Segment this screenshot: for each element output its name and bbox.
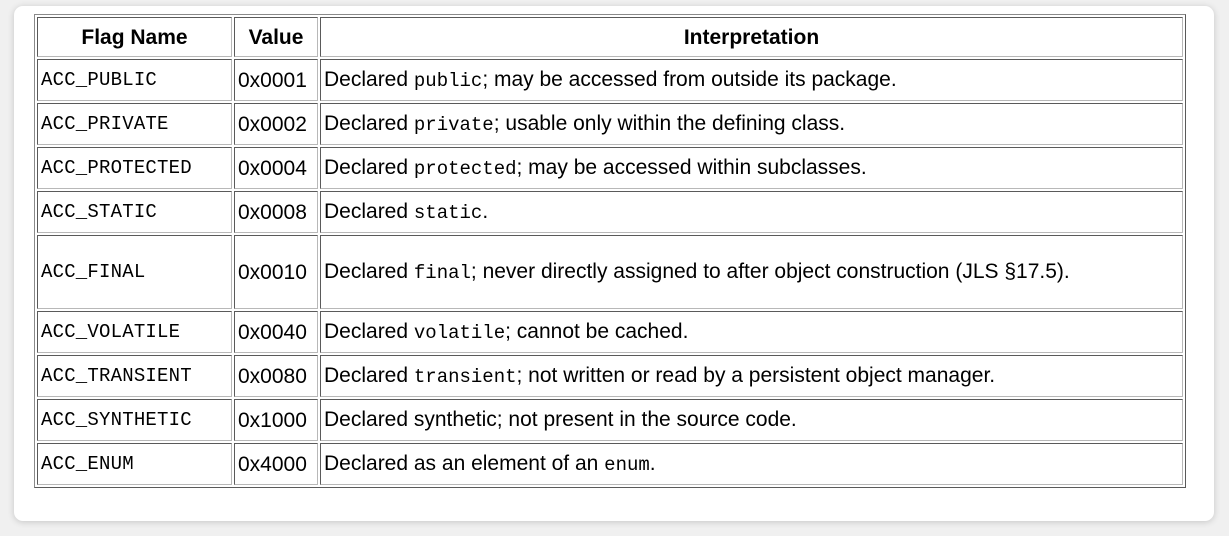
- flag-name-cell: ACC_PUBLIC: [37, 59, 232, 101]
- flag-value-cell: 0x0001: [234, 59, 318, 101]
- flag-value-cell: 0x0010: [234, 235, 318, 309]
- interpretation-text: Declared: [324, 319, 414, 343]
- interpretation-text: .: [482, 199, 489, 223]
- interpretation-cell: [320, 443, 1183, 485]
- flag-name-cell: ACC_VOLATILE: [37, 311, 232, 353]
- document-card: [14, 6, 1214, 521]
- interpretation-text: Declared: [324, 111, 414, 135]
- interpretation-code: static: [413, 201, 483, 224]
- interpretation-cell: [320, 147, 1183, 189]
- header-interpretation: Interpretation: [320, 17, 1183, 57]
- interpretation-cell: [320, 235, 1183, 309]
- table-row: [37, 443, 1183, 485]
- table-row: [37, 147, 1183, 189]
- interpretation-cell: [320, 59, 1183, 101]
- flag-value-cell: 0x0040: [234, 311, 318, 353]
- interpretation-text: ; may be accessed from outside its package.: [482, 67, 897, 91]
- interpretation-code: protected: [413, 157, 517, 180]
- flag-name-cell: ACC_FINAL: [37, 235, 232, 309]
- flag-value-cell: 0x1000: [234, 399, 318, 441]
- flag-value-cell: 0x0008: [234, 191, 318, 233]
- interpretation-text: Declared: [324, 259, 414, 283]
- flag-value-cell: 0x0004: [234, 147, 318, 189]
- interpretation-text: ; usable only within the defining class.: [493, 111, 846, 135]
- interpretation-code: volatile: [413, 321, 506, 344]
- header-flag-name: Flag Name: [37, 17, 232, 57]
- flag-name-cell: ACC_PRIVATE: [37, 103, 232, 145]
- access-flags-table: [34, 14, 1186, 488]
- flag-value-cell: 0x4000: [234, 443, 318, 485]
- interpretation-code: final: [413, 261, 471, 284]
- interpretation-code: private: [413, 113, 494, 136]
- flag-value-cell: 0x0002: [234, 103, 318, 145]
- flag-name-cell: ACC_STATIC: [37, 191, 232, 233]
- table-row: [37, 59, 1183, 101]
- interpretation-text: Declared: [324, 155, 414, 179]
- interpretation-code: transient: [413, 365, 517, 388]
- table-row: [37, 191, 1183, 233]
- interpretation-text: .: [649, 451, 656, 475]
- table-row: [37, 355, 1183, 397]
- interpretation-text: ; not written or read by a persistent object manager.: [516, 363, 996, 387]
- flag-value-cell: 0x0080: [234, 355, 318, 397]
- interpretation-cell: [320, 355, 1183, 397]
- table-row: [37, 399, 1183, 441]
- interpretation-text: ; may be accessed within subclasses.: [516, 155, 867, 179]
- interpretation-text: Declared: [324, 199, 414, 223]
- interpretation-cell: [320, 191, 1183, 233]
- interpretation-text: Declared: [324, 363, 414, 387]
- header-value: Value: [234, 17, 318, 57]
- table-row: [37, 311, 1183, 353]
- interpretation-text: ; never directly assigned to after object construction (JLS §17.5).: [470, 259, 1070, 283]
- flag-name-cell: ACC_ENUM: [37, 443, 232, 485]
- table-row: [37, 103, 1183, 145]
- interpretation-text: Declared as an element of an: [324, 451, 605, 475]
- interpretation-code: enum: [604, 453, 650, 476]
- flag-name-cell: ACC_TRANSIENT: [37, 355, 232, 397]
- flag-name-cell: ACC_PROTECTED: [37, 147, 232, 189]
- flag-name-cell: ACC_SYNTHETIC: [37, 399, 232, 441]
- interpretation-code: public: [413, 69, 483, 92]
- interpretation-cell: [320, 103, 1183, 145]
- interpretation-text: Declared synthetic; not present in the source code.: [324, 407, 797, 431]
- interpretation-cell: [320, 399, 1183, 441]
- interpretation-text: ; cannot be cached.: [505, 319, 689, 343]
- interpretation-text: Declared: [324, 67, 414, 91]
- table-header-row: [37, 17, 1183, 57]
- table-row: [37, 235, 1183, 309]
- interpretation-cell: [320, 311, 1183, 353]
